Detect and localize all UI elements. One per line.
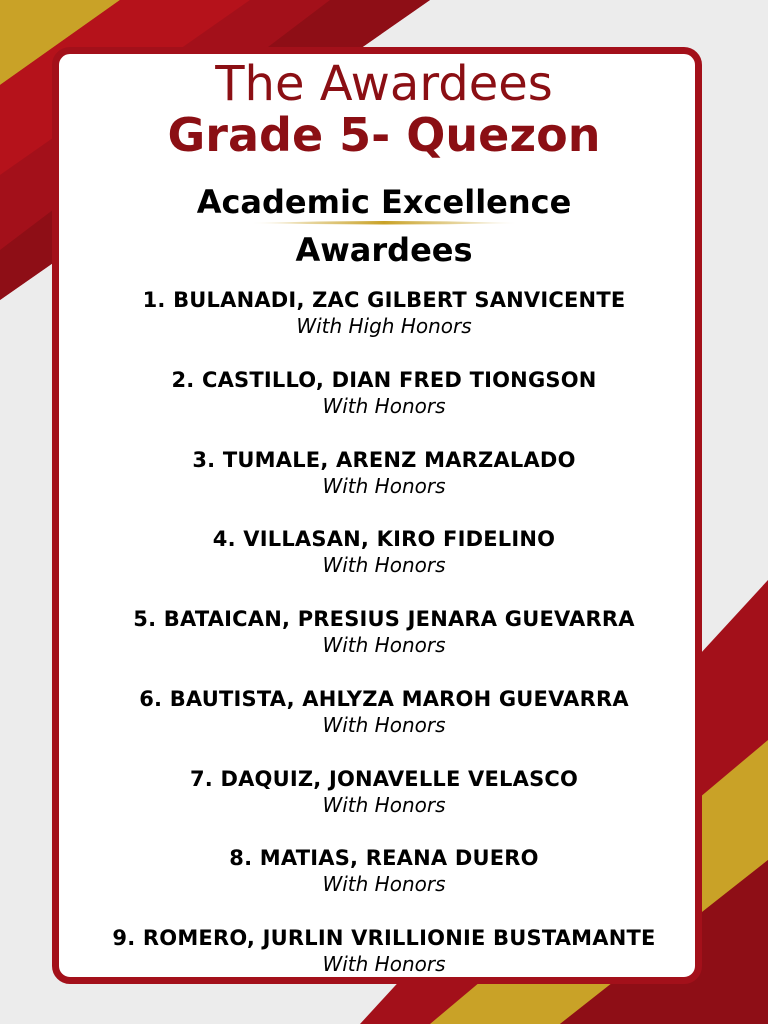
awardee-name: 2. CASTILLO, DIAN FRED TIONGSON <box>171 367 597 392</box>
awardee-honor: With Honors <box>322 872 446 897</box>
awardee-honor: With Honors <box>322 393 446 418</box>
awardee-honor: With Honors <box>322 952 446 976</box>
list-item <box>0 526 768 606</box>
page-title: The Awardees <box>215 56 553 112</box>
list-item <box>0 925 768 1005</box>
gold-divider <box>250 218 518 228</box>
list-item <box>0 287 768 367</box>
awardee-name: 7. DAQUIZ, JONAVELLE VELASCO <box>189 766 579 791</box>
category-title-line1: Academic Excellence <box>196 183 572 221</box>
awardee-honor: With Honors <box>322 792 446 817</box>
grade-section-title: Grade 5- Quezon <box>167 108 601 162</box>
list-item <box>0 845 768 925</box>
awardee-name: 1. BULANADI, ZAC GILBERT SANVICENTE <box>142 288 626 312</box>
awardee-name: 5. BATAICAN, PRESIUS JENARA GUEVARRA <box>133 607 635 631</box>
awardee-name: 6. BAUTISTA, AHLYZA MAROH GUEVARRA <box>139 686 629 711</box>
list-item <box>0 686 768 766</box>
awardee-honor: With Honors <box>322 473 446 498</box>
awardee-honor: With Honors <box>322 553 446 578</box>
awardee-honor: With Honors <box>322 633 446 657</box>
awardee-name: 3. TUMALE, ARENZ MARZALADO <box>192 447 576 472</box>
awardee-honor: With Honors <box>322 712 446 737</box>
list-item <box>0 367 768 447</box>
awardee-list <box>0 287 768 1005</box>
category-title-line2: Awardees <box>295 231 473 269</box>
awardee-honor: With High Honors <box>296 314 472 338</box>
awardee-name: 9. ROMERO, JURLIN VRILLIONIE BUSTAMANTE <box>112 926 656 950</box>
awardee-name: 4. VILLASAN, KIRO FIDELINO <box>212 527 556 552</box>
list-item <box>0 447 768 527</box>
awardee-name: 8. MATIAS, REANA DUERO <box>229 846 539 871</box>
list-item <box>0 766 768 846</box>
list-item <box>0 606 768 686</box>
